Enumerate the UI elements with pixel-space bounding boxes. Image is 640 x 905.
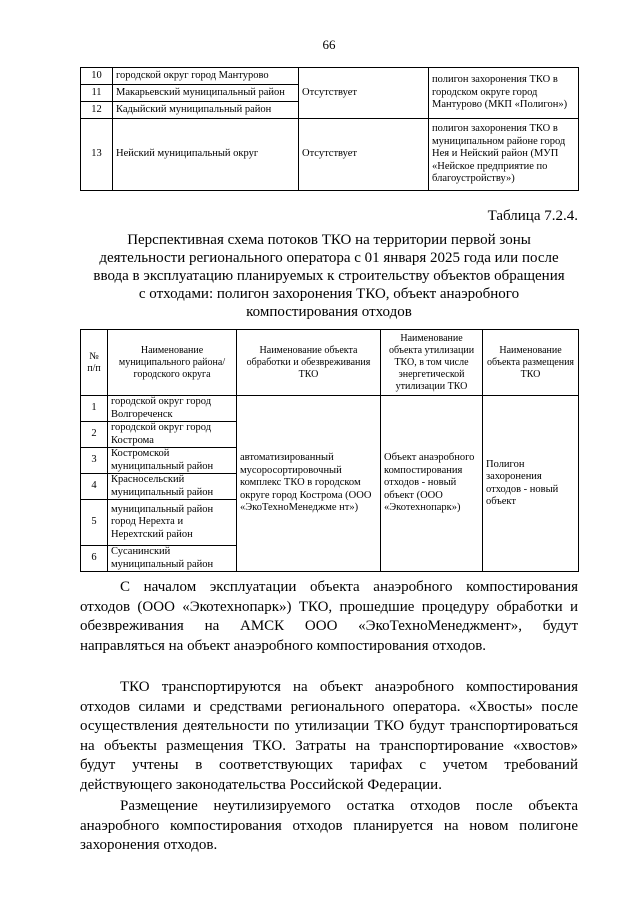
paragraph: ТКО транспортируются на объект анаэробного компостирования отходов силами и средствами регионального оператора. «Хвосты» после осуществления деятельности по утилизации ТКО будут транспортироваться на объекты размещения ТКО. Затраты на транспортирование «хвостов» будут учтены в соответствующих тарифах с учетом требований действующего законодательства Российской Федерации. — [80, 679, 578, 793]
row-number: 11 — [81, 85, 113, 102]
row-number: 4 — [81, 474, 108, 500]
row-number: 5 — [81, 500, 108, 546]
municipality-name: городской округ город Мантурово — [113, 68, 299, 85]
placement-cell: полигон захоронения ТКО в муниципальном районе город Нея и Нейский район (МУП «Нейское предприятие по благоустройству») — [429, 119, 579, 191]
page-number: 66 — [322, 37, 336, 52]
processing-cell: Отсутствует — [299, 119, 429, 191]
municipality-name: Макарьевский муниципальный район — [113, 85, 299, 102]
row-number: 3 — [81, 448, 108, 474]
row-number: 13 — [81, 119, 113, 191]
table-row — [81, 396, 579, 422]
row-number: 6 — [81, 546, 108, 572]
row-number: 2 — [81, 422, 108, 448]
header-number: № п/п — [81, 330, 108, 396]
header-placement: Наименование объекта размещения ТКО — [483, 330, 579, 396]
waste-flow-table — [80, 329, 579, 572]
processing-cell: Отсутствует — [299, 68, 429, 119]
previous-table-continuation — [80, 67, 579, 191]
paragraph: С началом эксплуатации объекта анаэробного компостирования отходов (ООО «Экотехнопарк») ТКО, прошедшие процедуру обработки и обезвреживания на АМСК ООО «ЭкоТехноМенеджмент», будут направляться на объект анаэробного компостирования отходов. — [80, 579, 578, 654]
municipality-name: Костромской муниципальный район — [108, 448, 237, 474]
utilization-cell: Объект анаэробного компостирования отходов - новый объект (ООО «Экотехнопарк») — [381, 396, 483, 572]
municipality-name: Сусанинский муниципальный район — [108, 546, 237, 572]
table-row — [81, 119, 579, 191]
row-number: 1 — [81, 396, 108, 422]
table-row — [81, 68, 579, 85]
row-number: 10 — [81, 68, 113, 85]
page-content — [80, 37, 578, 856]
placement-cell: полигон захоронения ТКО в городском округе город Мантурово (МКП «Полигон») — [429, 68, 579, 119]
header-processing: Наименование объекта обработки и обезвреживания ТКО — [237, 330, 381, 396]
municipality-name: муниципальный район город Нерехта и Нерехтский район — [108, 500, 237, 546]
row-number: 12 — [81, 102, 113, 119]
placement-cell: Полигон захоронения отходов - новый объект — [483, 396, 579, 572]
municipality-name: городской округ город Волгореченск — [108, 396, 237, 422]
processing-cell: автоматизированный мусоросортировочный комплекс ТКО в городском округе город Кострома (ООО «ЭкоТехноМенеджме нт») — [237, 396, 381, 572]
header-utilization: Наименование объекта утилизации ТКО, в том числе энергетической утилизации ТКО — [381, 330, 483, 396]
header-municipality: Наименование муниципального района/ городского округа — [108, 330, 237, 396]
municipality-name: Нейский муниципальный округ — [113, 119, 299, 191]
table-caption: Таблица 7.2.4. — [487, 208, 578, 224]
municipality-name: Красносельский муниципальный район — [108, 474, 237, 500]
table-header-row — [81, 330, 579, 396]
municipality-name: городской округ город Кострома — [108, 422, 237, 448]
paragraph: Размещение неутилизируемого остатка отходов после объекта анаэробного компостирования отходов планируется на новом полигоне захоронения отходов. — [80, 798, 578, 853]
table-title: Перспективная схема потоков ТКО на территории первой зоны деятельности регионального оператора с 01 января 2025 года или после ввода в эксплуатацию планируемых к строительству объектов обращения с отходами: полигон захоронения ТКО, объект анаэробного компостирования отходов — [93, 232, 565, 320]
municipality-name: Кадыйский муниципальный район — [113, 102, 299, 119]
